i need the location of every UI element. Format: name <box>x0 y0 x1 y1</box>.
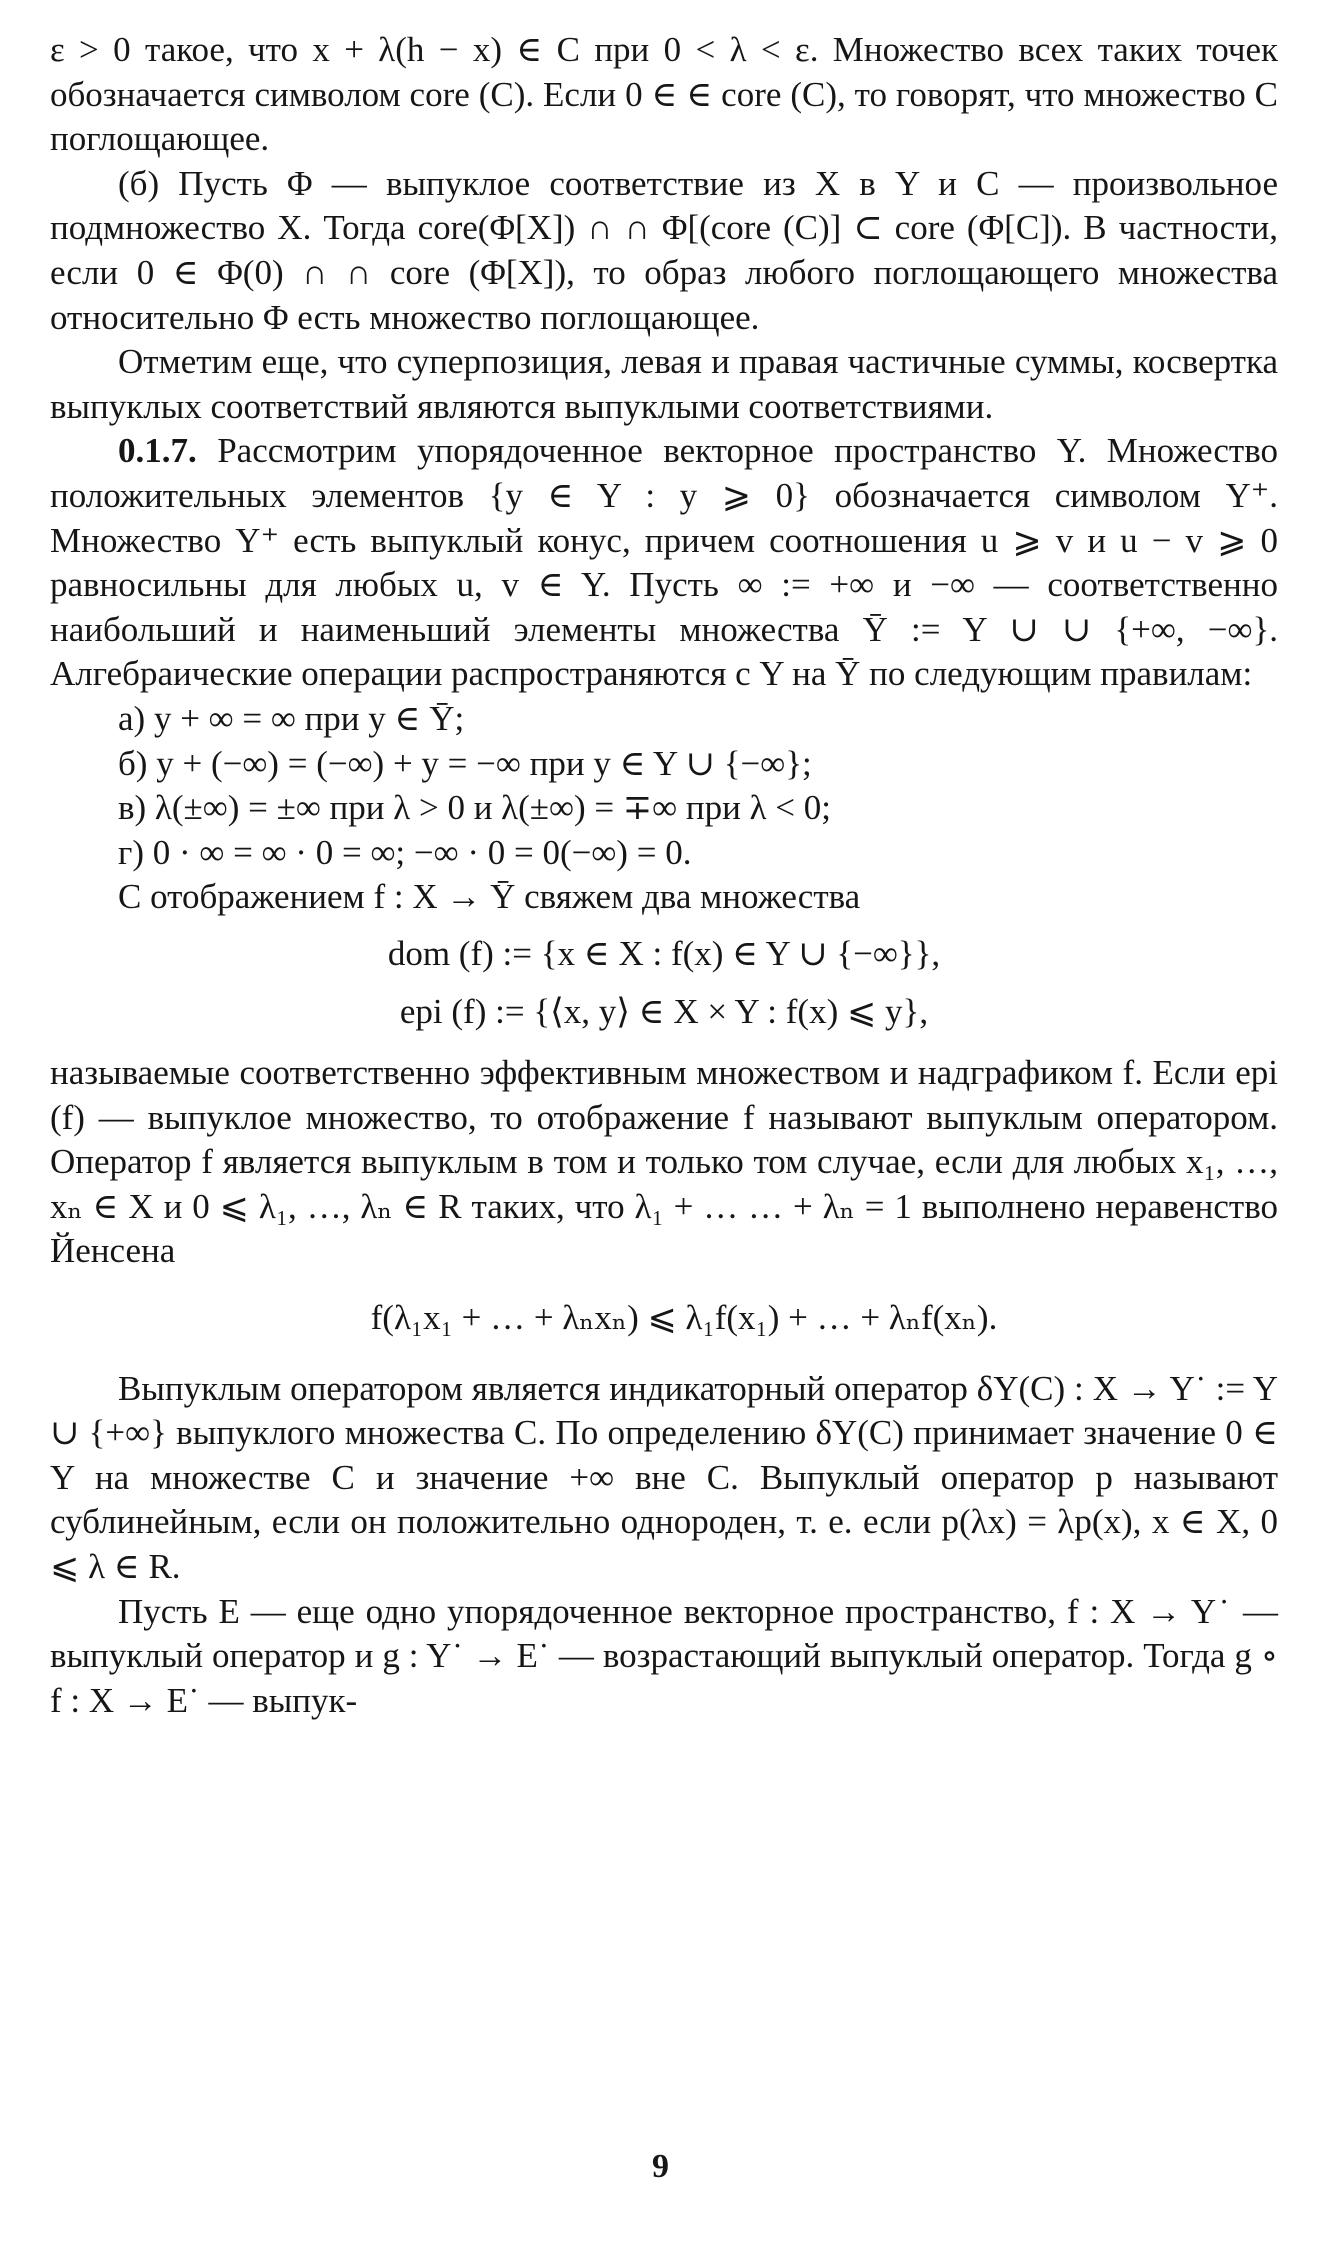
formula-jensen-inequality: f(λ₁x₁ + … + λₙxₙ) ⩽ λ₁f(x₁) + … + λₙf(xₙ). <box>370 1298 998 1338</box>
page-body <box>50 28 1278 1723</box>
formula-epi: epi (f) := {⟨x, y⟩ ∈ X × Y : f(x) ⩽ y}, <box>399 992 929 1032</box>
rules-list <box>50 697 1278 875</box>
rule-c: в) λ(±∞) = ±∞ при λ > 0 и λ(±∞) = ∓∞ при λ < 0; <box>118 788 832 828</box>
paragraph-superposition-note: Отметим еще, что суперпозиция, левая и правая частичные суммы, косвертка выпуклых соответствий являются выпуклыми соответствиями. <box>50 342 1278 426</box>
page-number: 9 <box>652 2148 669 2185</box>
paragraph-core-definition: ε > 0 такое, что x + λ(h − x) ∈ C при 0 < λ < ε. Множество всех таких точек обозначается символом core (C). Если 0 ∈ ∈ core (C), то говорят, что множество C поглощающее. <box>50 30 1278 159</box>
rule-d: г) 0 · ∞ = ∞ · 0 = ∞; −∞ · 0 = 0(−∞) = 0. <box>118 832 692 872</box>
formula-dom: dom (f) := {x ∈ X : f(x) ∈ Y ∪ {−∞}}, <box>387 933 941 973</box>
paragraph-mapping-sets: С отображением f : X → Ȳ свяжем два множества <box>118 877 861 917</box>
rule-b: б) y + (−∞) = (−∞) + y = −∞ при y ∈ Y ∪ {−∞}; <box>118 743 812 783</box>
section-text: Рассмотрим упорядоченное векторное пространство Y. Множество положительных элементов {y ∈ Y : y ⩾ 0} обозначается символом Y⁺. Множество Y⁺ есть выпуклый конус, причем соотношения u ⩾ v и u − v ⩾ 0 равносильны для любых u, v ∈ Y. Пусть ∞ := +∞ и −∞ — соответственно наибольший и наименьший элементы множества Ȳ := Y ∪ ∪ {+∞, −∞}. Алгебраические операции распространяются с Y на Ȳ по следующим правилам: <box>50 431 1278 694</box>
rule-a: а) y + ∞ = ∞ при y ∈ Ȳ; <box>118 698 465 738</box>
paragraph-composition: Пусть E — еще одно упорядоченное векторное пространство, f : X → Y˙ — выпуклый оператор и g : Y˙ → E˙ — возрастающий выпуклый оператор. Тогда g ∘ f : X → E˙ — выпук- <box>50 1591 1278 1720</box>
section-number: 0.1.7. <box>118 431 197 471</box>
paragraph-convex-operator: называемые соответственно эффективным множеством и надграфиком f. Если epi (f) — выпуклое множество, то отображение f называют выпуклым оператором. Оператор f является выпуклым в том и только том случае, если для любых x₁, …, xₙ ∈ X и 0 ⩽ λ₁, …, λₙ ∈ R таких, что λ₁ + … … + λₙ = 1 выполнено неравенство Йенсена <box>50 1053 1278 1271</box>
paragraph-section-0-1-7 <box>50 429 1278 697</box>
paragraph-statement-b: (б) Пусть Φ — выпуклое соответствие из X в Y и C — произвольное подмножество X. Тогда core(Φ[X]) ∩ ∩ Φ[(core (C)] ⊂ core (Φ[C]). В частности, если 0 ∈ Φ(0) ∩ ∩ core (Φ[X]), то образ любого поглощающего множества относительно Φ есть множество поглощающее. <box>50 163 1278 337</box>
paragraph-indicator-operator: Выпуклым оператором является индикаторный оператор δY(C) : X → Y˙ := Y ∪ {+∞} выпуклого множества C. По определению δY(C) принимает значение 0 ∈ Y на множестве C и значение +∞ вне C. Выпуклый оператор p называют сублинейным, если он положительно однороден, т. е. если p(λx) = λp(x), x ∈ X, 0 ⩽ λ ∈ R. <box>50 1368 1278 1586</box>
